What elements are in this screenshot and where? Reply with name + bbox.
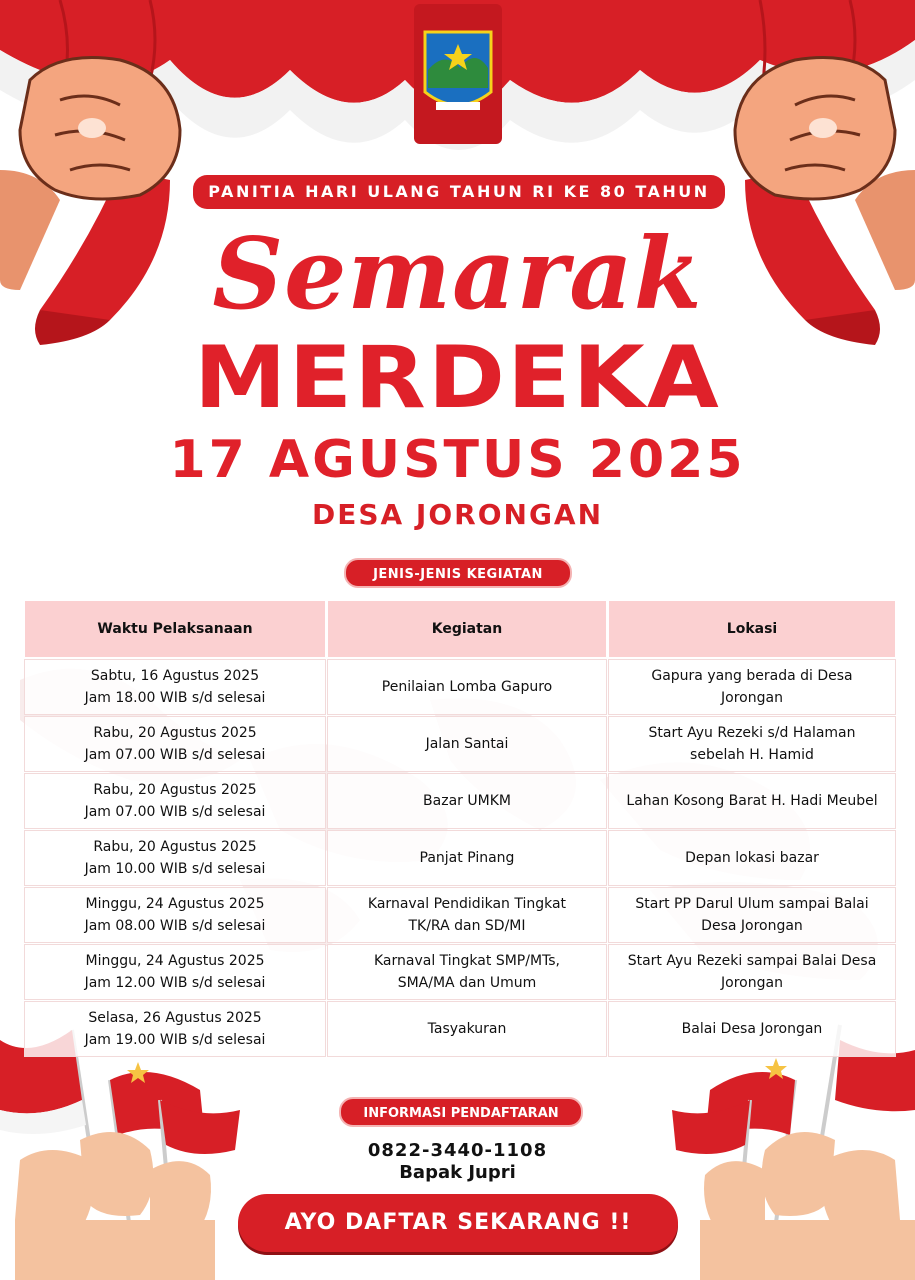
table-row	[25, 717, 895, 771]
cell-time: Rabu, 20 Agustus 2025 Jam 07.00 WIB s/d selesai	[25, 774, 325, 828]
cell-time: Minggu, 24 Agustus 2025 Jam 08.00 WIB s/d selesai	[25, 888, 325, 942]
cell-activity: Panjat Pinang	[328, 831, 606, 885]
header-location: Lokasi	[609, 601, 895, 657]
table-header-row	[25, 601, 895, 657]
cell-location: Start Ayu Rezeki s/d Halaman sebelah H. Hamid	[609, 717, 895, 771]
cell-location: Start Ayu Rezeki sampai Balai Desa Jorongan	[609, 945, 895, 999]
registration-label: INFORMASI PENDAFTARAN	[339, 1097, 583, 1127]
table-row	[25, 774, 895, 828]
cell-location: Lahan Kosong Barat H. Hadi Meubel	[609, 774, 895, 828]
schedule-table	[22, 598, 898, 1059]
contact-phone[interactable]: 0822-3440-1108	[367, 1140, 548, 1161]
header-time: Waktu Pelaksanaan	[25, 601, 325, 657]
table-row	[25, 660, 895, 714]
table-row	[25, 888, 895, 942]
cell-location: Gapura yang berada di Desa Jorongan	[609, 660, 895, 714]
cell-time: Sabtu, 16 Agustus 2025 Jam 18.00 WIB s/d selesai	[25, 660, 325, 714]
cell-time: Minggu, 24 Agustus 2025 Jam 12.00 WIB s/d selesai	[25, 945, 325, 999]
contact-name: Bapak Jupri	[399, 1162, 516, 1183]
cell-activity: Penilaian Lomba Gapuro	[328, 660, 606, 714]
village-name: DESA JORONGAN	[311, 498, 604, 531]
cell-activity: Karnaval Pendidikan Tingkat TK/RA dan SD/MI	[328, 888, 606, 942]
regency-emblem-icon	[414, 4, 502, 144]
title-main: MERDEKA	[194, 328, 721, 428]
header-activity: Kegiatan	[328, 601, 606, 657]
cell-time: Rabu, 20 Agustus 2025 Jam 10.00 WIB s/d selesai	[25, 831, 325, 885]
cell-activity: Tasyakuran	[328, 1002, 606, 1056]
cell-location: Balai Desa Jorongan	[609, 1002, 895, 1056]
cell-location: Start PP Darul Ulum sampai Balai Desa Jorongan	[609, 888, 895, 942]
register-now-button[interactable]: AYO DAFTAR SEKARANG !!	[238, 1194, 678, 1252]
cell-activity: Jalan Santai	[328, 717, 606, 771]
table-row	[25, 945, 895, 999]
committee-banner: PANITIA HARI ULANG TAHUN RI KE 80 TAHUN	[193, 175, 725, 209]
table-row	[25, 831, 895, 885]
cell-activity: Bazar UMKM	[328, 774, 606, 828]
title-script: Semarak	[212, 217, 703, 332]
cell-activity: Karnaval Tingkat SMP/MTs, SMA/MA dan Umum	[328, 945, 606, 999]
event-date: 17 AGUSTUS 2025	[169, 430, 746, 490]
cell-location: Depan lokasi bazar	[609, 831, 895, 885]
section-label: JENIS-JENIS KEGIATAN	[344, 558, 572, 588]
table-row	[25, 1002, 895, 1056]
cell-time: Selasa, 26 Agustus 2025 Jam 19.00 WIB s/d selesai	[25, 1002, 325, 1056]
cell-time: Rabu, 20 Agustus 2025 Jam 07.00 WIB s/d selesai	[25, 717, 325, 771]
